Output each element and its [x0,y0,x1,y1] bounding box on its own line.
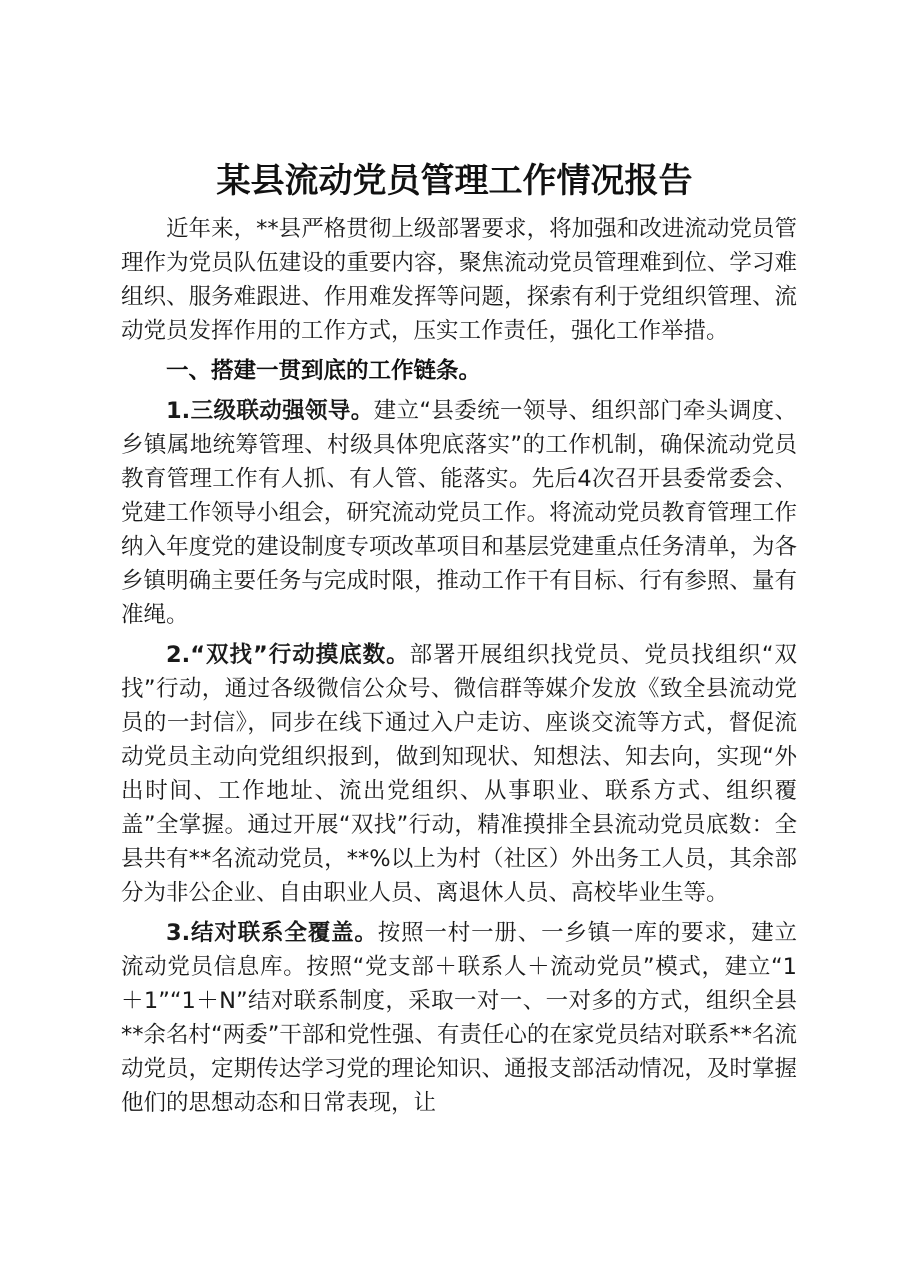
item-paragraph-3 [121,916,797,1120]
item-paragraph-2 [121,638,797,910]
item-paragraph-1 [121,394,797,632]
document-title: 某县流动党员管理工作情况报告 [216,161,693,201]
item-lead-3: 3.结对联系全覆盖。 [166,920,378,946]
item-lead-2: 2.“双找”行动摸底数。 [166,642,410,668]
document-body [121,212,797,1126]
section-heading-1: 一、搭建一贯到底的工作链条。 [166,358,482,384]
item-text-2: 部署开展组织找党员、党员找组织“双找”行动，通过各级微信公众号、微信群等媒介发放《致全县流动党员的一封信》，同步在线下通过入户走访、座谈交流等方式，督促流动党员主动向党组织报到，做到知现状、知想法、知去向，实现“外出时间、工作地址、流出党组织、从事职业、联系方式、组织覆盖”全掌握。通过开展“双找”行动，精准摸排全县流动党员底数：全县共有**名流动党员，**%以上为村（社区）外出务工人员，其余部分为非公企业、自由职业人员、离退休人员、高校毕业生等。 [121,642,797,906]
item-text-1: 建立“县委统一领导、组织部门牵头调度、乡镇属地统筹管理、村级具体兜底落实”的工作机制，确保流动党员教育管理工作有人抓、有人管、能落实。先后4次召开县委常委会、党建工作领导小组会，研究流动党员工作。将流动党员教育管理工作纳入年度党的建设制度专项改革项目和基层党建重点任务清单，为各乡镇明确主要任务与完成时限，推动工作干有目标、行有参照、量有准绳。 [121,398,797,628]
intro-paragraph: 近年来，**县严格贯彻上级部署要求，将加强和改进流动党员管理作为党员队伍建设的重要内容，聚焦流动党员管理难到位、学习难组织、服务难跟进、作用难发挥等问题，探索有利于党组织管理、流动党员发挥作用的工作方式，压实工作责任，强化工作举措。 [121,216,797,344]
item-text-3: 按照一村一册、一乡镇一库的要求，建立流动党员信息库。按照“党支部＋联系人＋流动党员”模式，建立“1＋1”“1＋N”结对联系制度，采取一对一、一对多的方式，组织全县**余名村“两委”干部和党性强、有责任心的在家党员结对联系**名流动党员，定期传达学习党的理论知识、通报支部活动情况，及时掌握他们的思想动态和日常表现，让 [121,920,797,1116]
item-lead-1: 1.三级联动强领导。 [166,398,374,424]
